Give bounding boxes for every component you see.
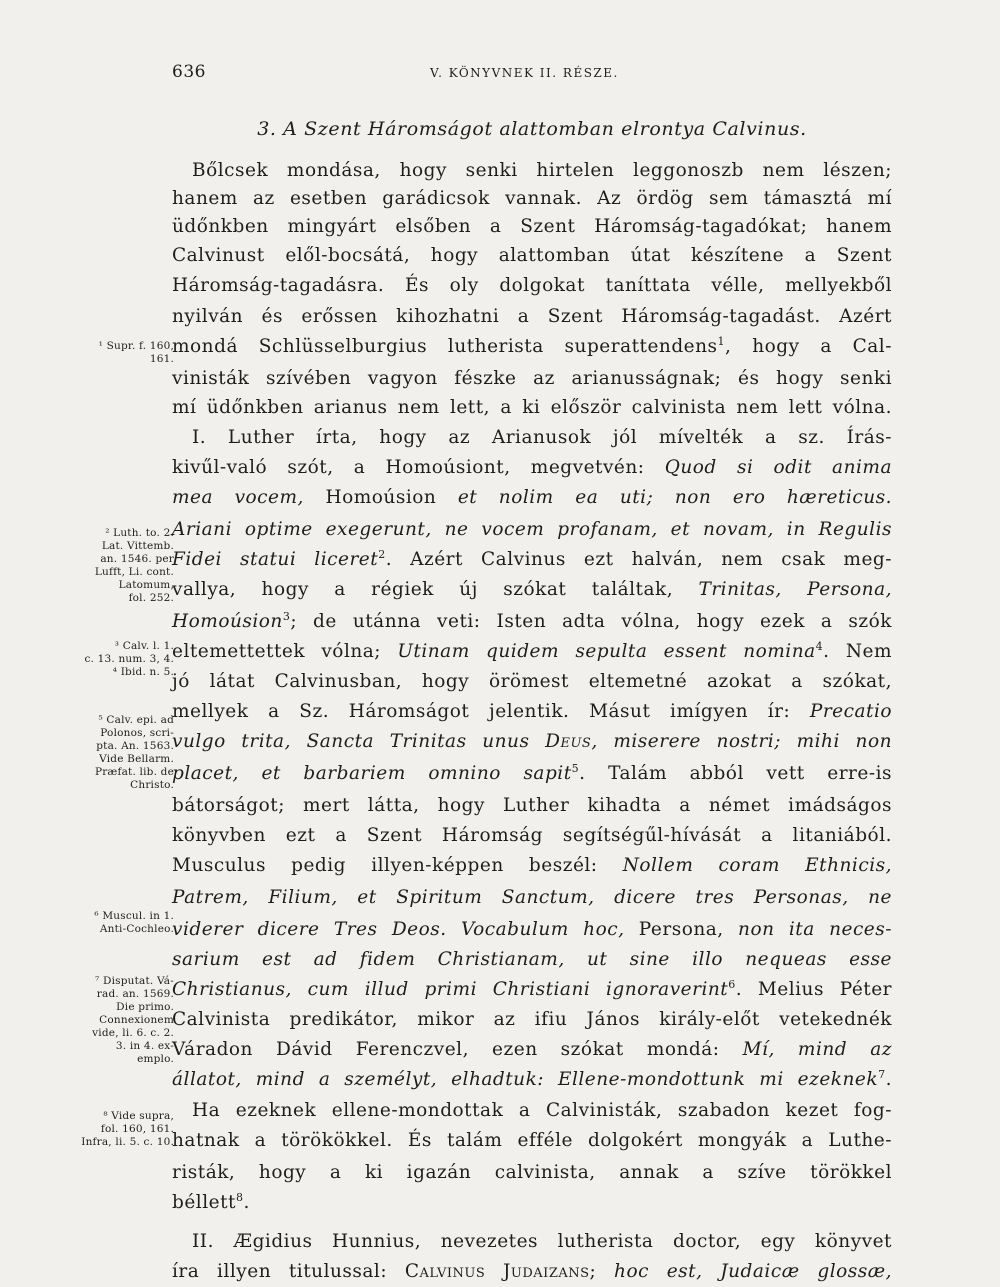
text-line: Calvinista predikátor, mikor az ifiu János király-előt vetekednék xyxy=(172,1009,892,1030)
text-line: béllett$^8$. xyxy=(172,1190,250,1213)
text-line: kivűl-való szót, a Homoúsiont, megvetvén: Quod si odit anima xyxy=(172,457,892,478)
text-line: Váradon Dávid Ferenczvel, ezen szókat mondá: Mí, mind az xyxy=(172,1039,892,1060)
text-line: Homoúsion$^3$; de utánna veti: Isten adta vólna, hogy ezek a szók xyxy=(172,609,892,632)
text-line: Ariani optime exegerunt, ne vocem profanam, et novam, in Regulis xyxy=(172,519,892,540)
text-line: risták, hogy a ki igazán calvinista, annak a szíve törökkel xyxy=(172,1162,892,1183)
text-line: hatnak a törökökkel. És talám efféle dolgokért mongyák a Luthe- xyxy=(172,1130,892,1151)
running-title: V. KÖNYVNEK II. RÉSZE. xyxy=(430,66,619,80)
text-line: Musculus pedig illyen-képpen beszél: Nollem coram Ethnicis, xyxy=(172,855,892,876)
text-line: vinisták szívében vagyon fészke az arianusságnak; és hogy senki xyxy=(172,368,892,389)
text-line: Christianus, cum illud primi Christiani ignoraverint$^6$. Melius Péter xyxy=(172,977,892,1000)
text-line: bátorságot; mert látta, hogy Luther kihadta a német imádságos xyxy=(172,795,892,816)
text-line: Calvinust elől-bocsátá, hogy alattomban útat készítene a Szent xyxy=(172,245,892,266)
text-line: vulgo trita, Sancta Trinitas unus Deus, miserere nostri; mihi non xyxy=(172,731,893,752)
text-line: Bőlcsek mondása, hogy senki hirtelen leggonoszb nem lészen; xyxy=(192,160,892,181)
page-number: 636 xyxy=(172,62,206,82)
text-line: nyilván és erőssen kihozhatni a Szent Háromság-tagadást. Azért xyxy=(172,306,892,327)
text-line: sarium est ad fidem Christianam, ut sine illo nequeas esse xyxy=(172,949,892,970)
text-line: jó látat Calvinusban, hogy örömest eltemetné azokat a szókat, xyxy=(172,671,892,692)
page-header xyxy=(0,62,1000,86)
text-line: könyvben ezt a Szent Háromság segítségűl-hívását a litaniából. xyxy=(172,825,892,846)
text-line: II. Ægidius Hunnius, nevezetes lutherista doctor, egy könyvet xyxy=(192,1231,892,1252)
section-title: 3. A Szent Háromságot alattomban elrontya Calvinus. xyxy=(257,118,807,140)
text-line: eltemettettek vólna; Utinam quidem sepulta essent nomina$^4$. Nem xyxy=(172,639,892,662)
text-line: I. Luther írta, hogy az Arianusok jól mívelték a sz. Írás- xyxy=(192,427,892,448)
margin-note: ⁸ Vide supra, fol. 160, 161. Infra, li. 5. c. 10. xyxy=(81,1110,174,1148)
text-line: placet, et barbariem omnino sapit$^5$. Talám abból vett erre-is xyxy=(172,761,892,784)
margin-note: ⁶ Muscul. in 1. Anti-Cochleo. xyxy=(94,910,174,935)
margin-note: ⁷ Disputat. Vá- rad. an. 1569. Die primo. Connexionem vide, li. 6. c. 2. 3. in 4. ex- emplo. xyxy=(92,975,174,1065)
text-line: mí üdőnkben arianus nem lett, a ki először calvinista nem lett vólna. xyxy=(172,397,892,418)
text-line: vallya, hogy a régiek új szókat találtak, Trinitas, Persona, xyxy=(172,579,892,600)
margin-note: ⁵ Calv. epi. ad Polonos, scri- pta. An. 1563. Vide Bellarm. Præfat. lib. de Christo. xyxy=(94,714,174,791)
text-line: Háromság-tagadásra. És oly dolgokat taníttata vélle, mellyekből xyxy=(172,275,892,296)
text-line: Fidei statui liceret$^2$. Azért Calvinus ezt halván, nem csak meg- xyxy=(172,547,892,570)
text-line: hanem az esetben garádicsok vannak. Az ördög sem támasztá mí xyxy=(172,188,892,209)
margin-note: ³ Calv. l. 1. c. 13. num. 3, 4. ⁴ Ibid. n. 5. xyxy=(84,640,174,678)
text-line: állatot, mind a személyt, elhadtuk: Ellene-mondottunk mi ezeknek$^7$. xyxy=(172,1067,892,1090)
text-line: viderer dicere Tres Deos. Vocabulum hoc, Persona, non ita neces- xyxy=(172,919,892,940)
text-line: mondá Schlüsselburgius lutherista superattendens$^1$, hogy a Cal- xyxy=(172,334,892,357)
text-line: mellyek a Sz. Háromságot jelentik. Másut imígyen ír: Precatio xyxy=(172,701,892,722)
text-line: Patrem, Filium, et Spiritum Sanctum, dicere tres Personas, ne xyxy=(172,887,892,908)
text-line: Ha ezeknek ellene-mondottak a Calvinisták, szabadon kezet fog- xyxy=(192,1100,892,1121)
margin-note: ¹ Supr. f. 160, 161. xyxy=(98,340,174,365)
text-line: mea vocem, Homoúsion et nolim ea uti; non ero hæreticus. xyxy=(172,487,892,508)
margin-note: ² Luth. to. 2. Lat. Vittemb. an. 1546. per Lufft, Li. cont. Latomum, fol. 252. xyxy=(94,527,174,604)
text-line: üdőnkben mingyárt elsőben a Szent Háromság-tagadókat; hanem xyxy=(172,216,892,237)
text-line: íra illyen titulussal: Calvinus Judaizans; hoc est, Judaicæ glossæ, xyxy=(172,1261,893,1282)
